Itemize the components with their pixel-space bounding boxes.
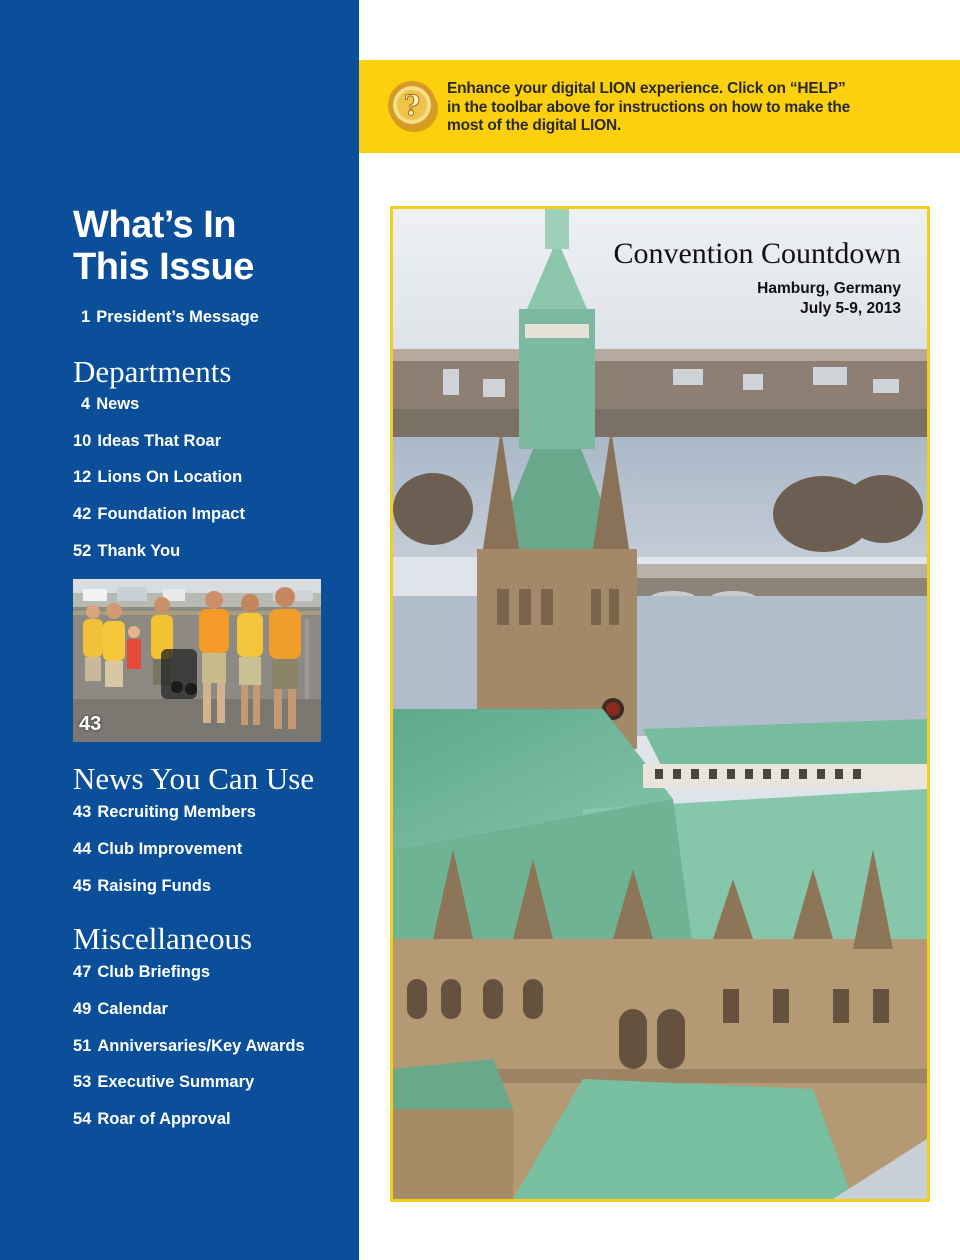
svg-text:?: ? [403,89,421,122]
help-banner-line: in the toolbar above for instructions on how to make the [447,98,851,116]
toc-item-label: Foundation Impact [97,505,245,523]
toc-item-club-briefings[interactable] [73,963,210,982]
toc-item-ideas-that-roar[interactable] [73,432,221,451]
toc-page-number: 54 [73,1110,92,1128]
toc-title-line1: What’s In [73,204,236,246]
toc-item-raising-funds[interactable] [73,877,211,896]
toc-item-club-improvement[interactable] [73,840,242,859]
toc-item-label: Club Improvement [97,840,243,858]
toc-page-number: 45 [73,877,92,895]
toc-item-label: Calendar [97,1000,168,1018]
toc-item-label: Recruiting Members [97,803,256,821]
cover-event-info [757,279,901,319]
toc-page-number: 49 [73,1000,92,1018]
toc-page-number: 44 [73,840,92,858]
toc-item-foundation-impact[interactable] [73,505,245,524]
toc-item-label: Anniversaries/Key Awards [97,1037,305,1055]
toc-page-number: 43 [73,803,92,821]
toc-item-label: Lions On Location [97,468,243,486]
toc-page-number: 10 [73,432,92,450]
lions-group-photo[interactable] [73,579,321,742]
group-photo-illustration [73,579,321,742]
toc-item-news[interactable] [81,395,139,414]
toc-item-roar-of-approval[interactable] [73,1110,231,1129]
toc-page-number: 52 [73,542,92,560]
toc-item-anniversaries-key-awards[interactable] [73,1037,305,1056]
table-of-contents-sidebar [0,0,359,1260]
cover-title: Convention Countdown [613,237,901,270]
help-banner-line: Enhance your digital LION experience. Click on “HELP” [447,80,846,97]
toc-item-presidents-message[interactable] [81,308,259,327]
cover-dates: July 5-9, 2013 [800,300,901,317]
hamburg-city-hall-illustration [393,209,927,1199]
toc-item-label: Ideas That Roar [97,432,222,450]
toc-item-label: President’s Message [96,308,259,326]
toc-page-number: 12 [73,468,92,486]
section-heading-departments: Departments [73,354,232,389]
toc-item-calendar[interactable] [73,1000,168,1019]
toc-item-thank-you[interactable] [73,542,180,561]
help-banner-line: most of the digital LION. [447,117,622,134]
toc-page-number: 1 [81,308,91,326]
toc-item-executive-summary[interactable] [73,1073,254,1092]
toc-page-number: 4 [81,395,91,413]
toc-page-number: 53 [73,1073,92,1091]
toc-title [73,204,254,288]
section-heading-miscellaneous: Miscellaneous [73,921,253,956]
toc-item-lions-on-location[interactable] [73,468,242,487]
cover-location: Hamburg, Germany [757,280,901,297]
toc-page-number: 51 [73,1037,92,1055]
section-heading-news-you-can-use: News You Can Use [73,761,315,796]
toc-item-label: Thank You [97,542,181,560]
toc-item-label: Raising Funds [97,877,212,895]
toc-item-label: Club Briefings [97,963,211,981]
toc-page-number: 42 [73,505,92,523]
convention-cover-image[interactable] [390,206,930,1202]
help-banner [359,60,960,153]
toc-item-recruiting-members[interactable] [73,803,256,822]
toc-item-label: News [96,395,140,413]
toc-item-label: Roar of Approval [97,1110,231,1128]
photo-page-number: 43 [79,713,102,735]
toc-item-label: Executive Summary [97,1073,255,1091]
toc-title-line2: This Issue [73,246,254,288]
help-banner-text [447,80,887,136]
help-question-icon[interactable] [386,76,440,134]
toc-page-number: 47 [73,963,92,981]
